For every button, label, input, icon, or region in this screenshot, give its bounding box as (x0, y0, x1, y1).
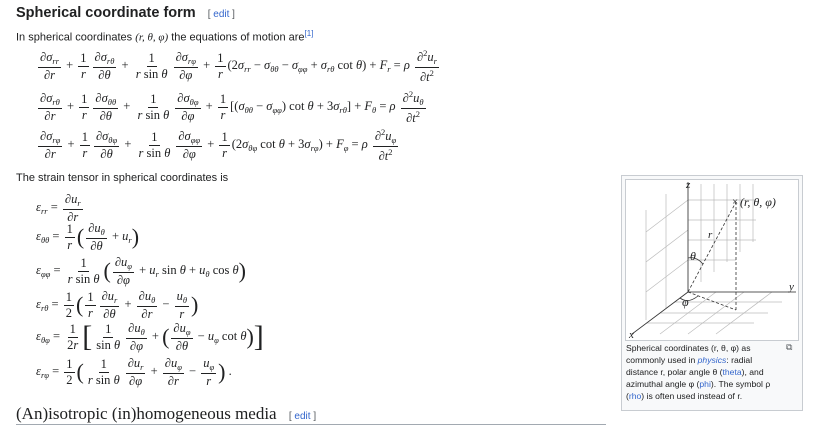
figure-label-theta: θ (690, 249, 696, 263)
strain-theta-phi: $\varepsilon_{\theta\varphi}$ = $\frac{1}{2r}$ [ $\frac{1}{\text{sin θ}}$ $\frac{\partial u_\theta}{\partial\varphi}$ + ( $\frac{\partial u_\varphi}{\partial\theta}$ − $u_\varphi$ cot θ)] (36, 320, 264, 353)
edit-link-2[interactable]: edit (294, 411, 311, 422)
section2-heading (16, 404, 606, 424)
figure-point-marker: × (732, 196, 739, 208)
figure-label-y: y (789, 281, 794, 293)
figure-label-phi: φ (682, 295, 689, 309)
strain-intro: The strain tensor in spherical coordinates is (16, 172, 229, 184)
spherical-coordinates-diagram (626, 180, 798, 340)
strain-rr: $\varepsilon_{rr}$ = $\frac{\partial u_r}{\partial r}$ (36, 192, 81, 224)
figure-caption: Spherical coordinates (r, θ, φ) as commonly used in physics: radial distance r, polar angle θ (theta), and azimuthal angle φ (phi). The symbol ρ (rho) is often used instead of r. (626, 343, 771, 401)
link-phi[interactable]: phi (699, 379, 711, 389)
figure-label-z: z (686, 180, 691, 191)
intro-rest: the equations of motion are (171, 31, 305, 44)
intro-text: In spherical coordinates (16, 31, 133, 44)
figure-label-point: (r, θ, φ) (740, 195, 776, 209)
link-theta[interactable]: theta (722, 367, 742, 377)
strain-r-theta: $\varepsilon_{r\theta}$ = $\frac{1}{2}$ ( $\frac{1}{r}$ $\frac{\partial u_r}{\partial\theta}$ + $\frac{\partial u_\theta}{\partial r}$ − $\frac{u_\theta}{r}$ ) (36, 289, 199, 321)
figure-label-r: r (708, 229, 713, 241)
edit-section2: [ edit ] (288, 411, 317, 422)
section2-title-text: (An)isotropic (in)homogeneous media (16, 404, 277, 423)
link-rho[interactable]: rho (628, 391, 642, 401)
section-title (16, 5, 235, 21)
section-title-text: Spherical coordinate form (16, 5, 196, 21)
figure-image[interactable] (625, 179, 799, 341)
intro-paragraph (16, 29, 313, 44)
equation-motion-phi: $\frac{\partial\sigma_{r\varphi}}{\partial r}$ + $\frac{1}{r}$ $\frac{\partial\sigma_{\theta\varphi}}{\partial\theta}$ + $\frac{1}{\text{r sin θ}}$ $\frac{\partial\sigma_{\varphi\varphi}}{\partial\varphi}$ + $\frac{1}{r}$ ($2\sigma_{\theta\varphi}$ $\cot \theta + 3\sigma_{r\varphi}) + F_\varphi = \rho$ $\frac{\partial^2u_\varphi}{\partial t^2}$ (40, 127, 397, 163)
reference-link[interactable]: [1] (304, 29, 314, 38)
figure-label-x: x (629, 329, 634, 340)
section2-title (16, 404, 606, 424)
link-physics[interactable]: physics (697, 355, 727, 365)
strain-phi-phi: $\varepsilon_{\varphi\varphi}$ = $\frac{1}{\text{r sin θ}}$ ( $\frac{\partial u_\varphi}{\partial\varphi}$ + $u_r$ $\sin \theta + u_\theta$ cos θ) (36, 255, 246, 287)
edit-section: [ edit ] (207, 9, 235, 20)
enlarge-icon[interactable]: ⧉ (786, 342, 793, 352)
strain-theta-theta: $\varepsilon_{\theta\theta}$ = $\frac{1}{r}$ ( $\frac{\partial u_\theta}{\partial\theta}$ + $u_r$) (36, 221, 140, 253)
figure-thumbnail (621, 175, 803, 411)
edit-link[interactable]: edit (213, 9, 230, 20)
intro-coords: (r, θ, φ) (135, 31, 169, 44)
equation-motion-r: $\frac{\partial\sigma_{rr}}{\partial r}$ + $\frac{1}{r}$ $\frac{\partial\sigma_{r\theta}}{\partial\theta}$ + $\frac{1}{\text{r sin θ}}$ $\frac{\partial\sigma_{r\varphi}}{\partial\varphi}$ + $\frac{1}{r}$ ($2\sigma_{rr} - \sigma_{\theta\theta} - \sigma_{\varphi\varphi} + \sigma_{r\theta}$ $\cot \theta) + F_r = \rho$ $\frac{\partial^2u_r}{\partial t^2}$ (40, 48, 437, 84)
equation-motion-theta: $\frac{\partial\sigma_{r\theta}}{\partial r}$ + $\frac{1}{r}$ $\frac{\partial\sigma_{\theta\theta}}{\partial\theta}$ + $\frac{1}{\text{r sin θ}}$ $\frac{\partial\sigma_{\theta\varphi}}{\partial\varphi}$ + $\frac{1}{r}$ [$(\sigma_{\theta\theta} - \sigma_{\varphi\varphi})$ $\cot \theta + 3\sigma_{r\theta}] + F_\theta = \rho$ $\frac{\partial^2u_\theta}{\partial t^2}$ (40, 89, 424, 125)
section-heading (16, 5, 235, 21)
strain-r-phi: $\varepsilon_{r\varphi}$ = $\frac{1}{2}$ ( $\frac{1}{\text{r sin θ}}$ $\frac{\partial u_r}{\partial\varphi}$ + $\frac{\partial u_\varphi}{\partial r}$ − $\frac{u_\varphi}{r}$ ) . (36, 356, 232, 388)
